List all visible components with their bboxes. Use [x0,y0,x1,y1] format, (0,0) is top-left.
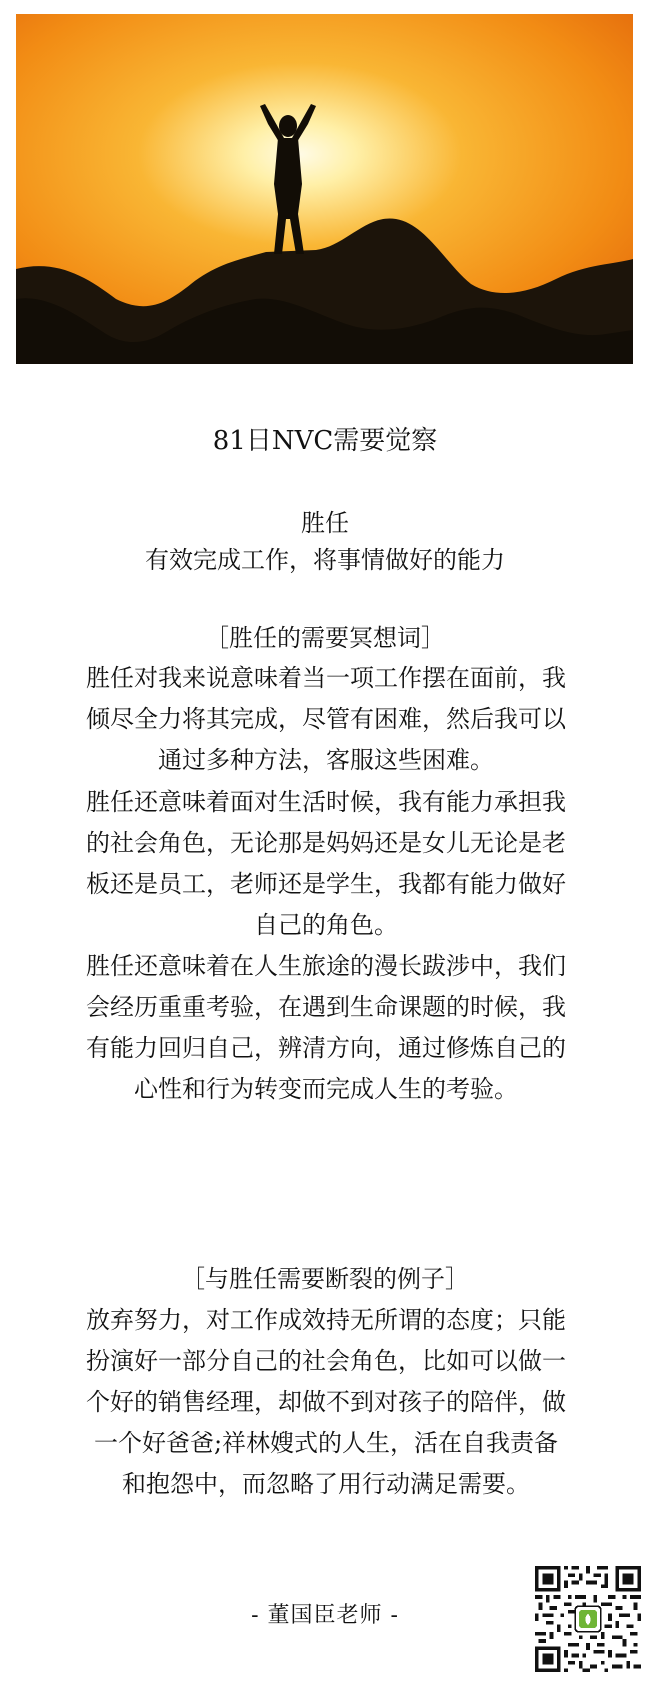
meditation-paragraph-2: 胜任还意味着面对生活时候，我有能力承担我的社会角色，无论那是妈妈还是女儿无论是老板还是员工，老师还是学生，我都有能力做好自己的角色。 [86,788,566,939]
disconnect-heading: ［与胜任需要断裂的例子］ [181,1265,469,1293]
page-title: 81日NVC需要觉察 [212,426,438,456]
meditation-paragraph-3: 胜任还意味着在人生旅途的漫长跋涉中，我们会经历重重考验，在遇到生命课题的时候，我有能力回归自己，辨清方向，通过修炼自己的心性和行为转变而完成人生的考验。 [86,952,566,1103]
need-definition: 有效完成工作，将事情做好的能力 [145,546,505,574]
qr-code-icon [535,1566,641,1672]
sunset-silhouette-image [16,14,633,364]
meditation-heading: ［胜任的需要冥想词］ [205,624,445,652]
meditation-paragraph-1: 胜任对我来说意味着当一项工作摆在面前，我倾尽全力将其完成，尽管有困难，然后我可以通过多种方法，客服这些困难。 [86,664,566,774]
author-signature: - 董国臣老师 - [251,1603,399,1628]
disconnect-paragraph: 放弃努力，对工作成效持无所谓的态度；只能扮演好一部分自己的社会角色，比如可以做一个好的销售经理，却做不到对孩子的陪伴，做一个好爸爸;祥林嫂式的人生，活在自我责备和抱怨中，而忽略了用行动满足需要。 [86,1306,566,1498]
need-name: 胜任 [301,509,349,537]
hero-image [16,14,633,364]
